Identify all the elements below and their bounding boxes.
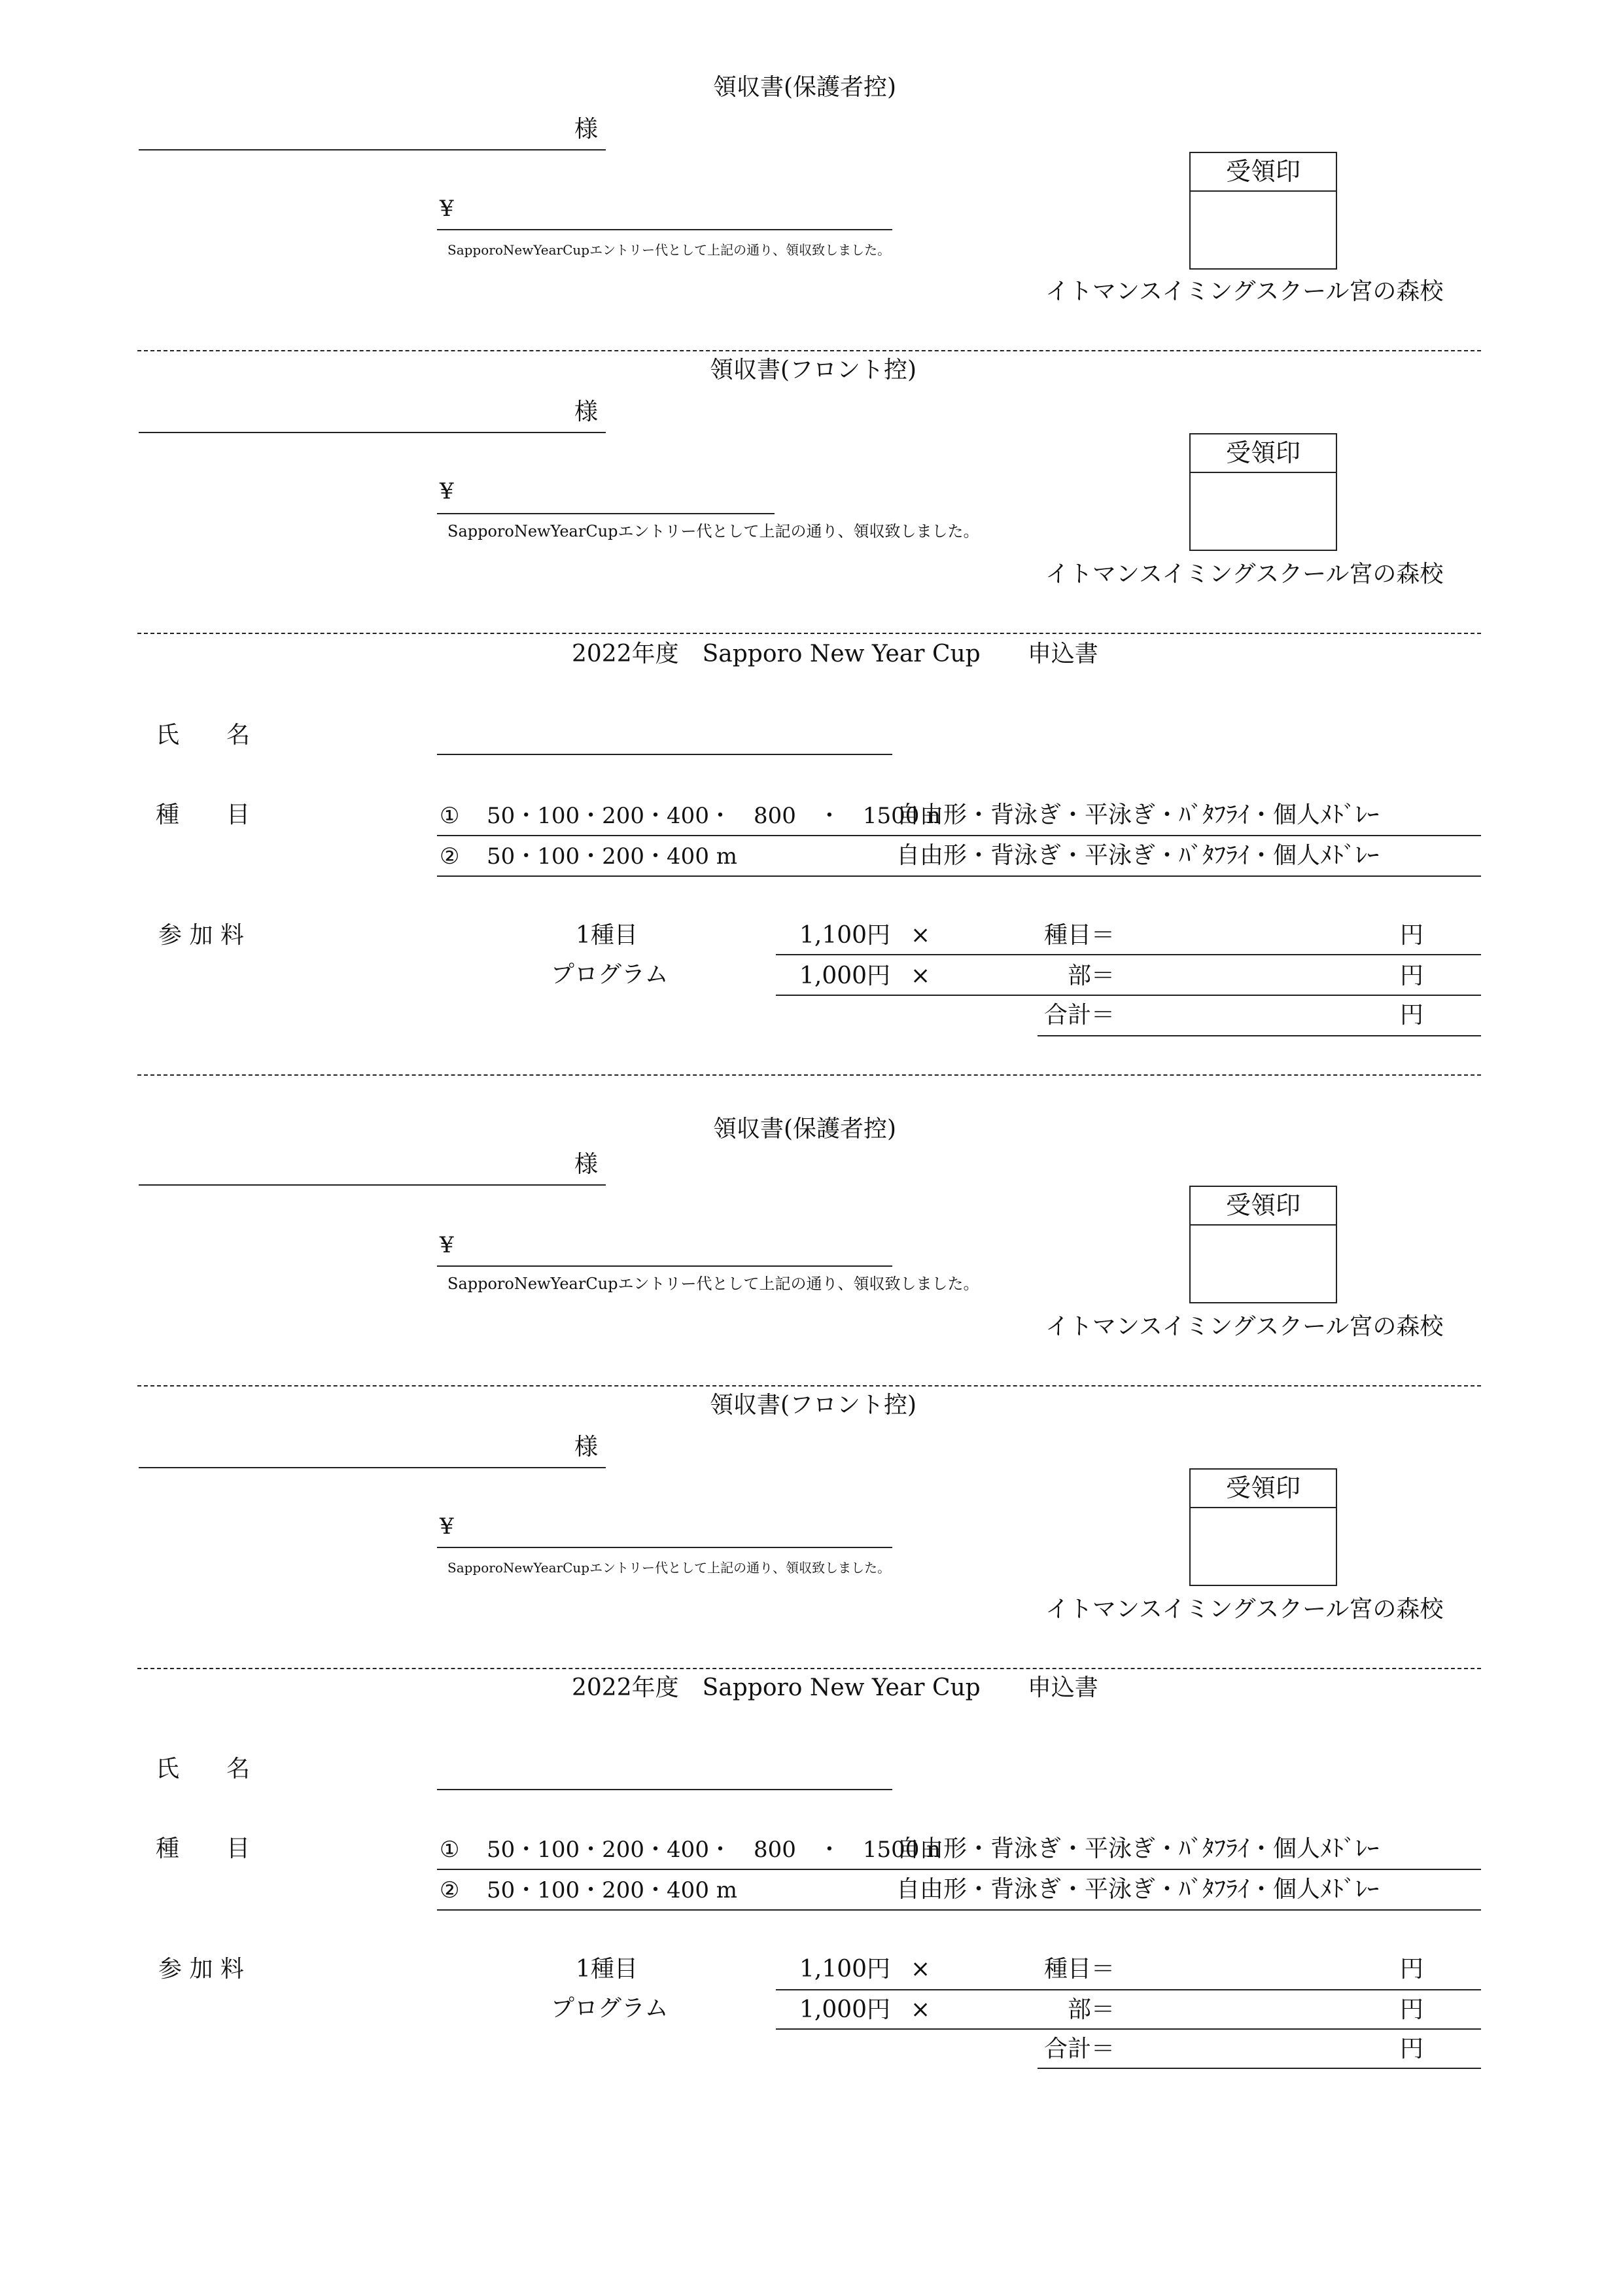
stamp-box xyxy=(1189,1468,1337,1586)
event-row-divider xyxy=(437,875,1481,877)
sama-label: 様 xyxy=(574,398,599,425)
fee-row-1-yen: 円 xyxy=(1400,1956,1424,1983)
sama-label: 様 xyxy=(574,1151,599,1178)
name-label: 氏 名 xyxy=(156,1756,251,1782)
fee-row-1-item: 1種目 xyxy=(576,1956,638,1983)
fee-row-1-unit-label: 種目＝ xyxy=(1044,1956,1115,1983)
application-title: 2022年度 Sapporo New Year Cup 申込書 xyxy=(572,1674,1098,1701)
school-name: イトマンスイミングスクール宮の森校 xyxy=(1045,1596,1444,1623)
yen-symbol: ¥ xyxy=(440,478,454,504)
total-line xyxy=(1038,2068,1481,2069)
fee-row-divider xyxy=(776,2028,1481,2030)
fee-row-1-yen: 円 xyxy=(1400,922,1424,949)
fee-row-divider xyxy=(776,1989,1481,1990)
event-row-2-num: ② xyxy=(440,1877,460,1903)
fee-row-1-item: 1種目 xyxy=(576,922,638,949)
application-title: 2022年度 Sapporo New Year Cup 申込書 xyxy=(572,641,1098,667)
total-yen: 円 xyxy=(1400,2036,1424,2062)
fee-row-2-price: 1,000円 xyxy=(799,1996,891,2023)
fee-row-divider xyxy=(776,954,1481,955)
sama-label: 様 xyxy=(574,1434,599,1460)
amount-line[interactable] xyxy=(437,1547,892,1548)
fee-row-2-times: × xyxy=(911,1996,931,2023)
event-row-2-distances[interactable]: 50・100・200・400 m xyxy=(487,1877,737,1903)
event-row-1-distances[interactable]: 50・100・200・400・ 800 ・ 1500 n xyxy=(487,1837,941,1863)
recipient-name-line[interactable] xyxy=(139,1467,606,1468)
fee-row-2-yen: 円 xyxy=(1400,1996,1424,2023)
fee-row-1-times: × xyxy=(911,922,931,949)
total-yen: 円 xyxy=(1400,1002,1424,1029)
receipt-note: SapporoNewYearCupエントリー代として上記の通り、領収致しました。 xyxy=(447,242,891,258)
cut-line xyxy=(137,1385,1481,1386)
receipt-title: 領収書(保護者控) xyxy=(713,1116,897,1142)
fee-row-2-price: 1,000円 xyxy=(799,963,891,989)
recipient-name-line[interactable] xyxy=(139,432,606,433)
event-row-2-strokes[interactable]: 自由形・背泳ぎ・平泳ぎ・ﾊﾞﾀﾌﾗｲ・個人ﾒﾄﾞﾚｰ xyxy=(896,1876,1380,1903)
recipient-name-line[interactable] xyxy=(139,149,606,150)
fee-row-2-item: プログラム xyxy=(551,961,669,988)
school-name: イトマンスイミングスクール宮の森校 xyxy=(1045,1313,1444,1340)
stamp-label: 受領印 xyxy=(1191,153,1336,192)
event-label: 種 目 xyxy=(156,1835,251,1862)
event-row-1-num: ① xyxy=(440,803,460,829)
receipt-note: SapporoNewYearCupエントリー代として上記の通り、領収致しました。 xyxy=(447,1275,979,1293)
event-row-divider xyxy=(437,835,1481,836)
event-row-2-strokes[interactable]: 自由形・背泳ぎ・平泳ぎ・ﾊﾞﾀﾌﾗｲ・個人ﾒﾄﾞﾚｰ xyxy=(896,842,1380,869)
fee-row-2-yen: 円 xyxy=(1400,963,1424,989)
stamp-label: 受領印 xyxy=(1191,1470,1336,1508)
amount-line[interactable] xyxy=(437,1265,892,1267)
event-row-divider xyxy=(437,1909,1481,1911)
event-row-1-distances[interactable]: 50・100・200・400・ 800 ・ 1500 n xyxy=(487,803,941,829)
name-input-line[interactable] xyxy=(437,1789,892,1790)
fee-row-1-unit-label: 種目＝ xyxy=(1044,922,1115,949)
receipt-title: 領収書(フロント控) xyxy=(710,357,917,383)
cut-line xyxy=(137,1074,1481,1076)
fee-row-2-unit-label: 部＝ xyxy=(1068,963,1115,989)
total-label: 合計＝ xyxy=(1044,2036,1115,2062)
yen-symbol: ¥ xyxy=(440,1232,454,1258)
amount-line[interactable] xyxy=(437,229,892,230)
receipt-title: 領収書(保護者控) xyxy=(713,74,897,101)
stamp-box xyxy=(1189,1186,1337,1303)
recipient-name-line[interactable] xyxy=(139,1184,606,1186)
fee-row-1-times: × xyxy=(911,1956,931,1983)
total-label: 合計＝ xyxy=(1044,1002,1115,1029)
receipt-title: 領収書(フロント控) xyxy=(710,1392,917,1419)
name-label: 氏 名 xyxy=(156,722,251,749)
stamp-label: 受領印 xyxy=(1191,1187,1336,1226)
event-label: 種 目 xyxy=(156,802,251,828)
fee-label: 参 加 料 xyxy=(158,1956,244,1983)
school-name: イトマンスイミングスクール宮の森校 xyxy=(1045,278,1444,305)
stamp-label: 受領印 xyxy=(1191,434,1336,473)
event-row-2-distances[interactable]: 50・100・200・400 m xyxy=(487,843,737,870)
fee-row-2-item: プログラム xyxy=(551,1995,669,2022)
fee-row-1-price: 1,100円 xyxy=(799,1956,891,1983)
total-line xyxy=(1038,1035,1481,1036)
fee-label: 参 加 料 xyxy=(158,922,244,949)
yen-symbol: ¥ xyxy=(440,196,454,222)
amount-line[interactable] xyxy=(437,513,775,514)
event-row-divider xyxy=(437,1869,1481,1870)
cut-line xyxy=(137,1668,1481,1669)
stamp-box xyxy=(1189,433,1337,551)
event-row-1-strokes[interactable]: 自由形・背泳ぎ・平泳ぎ・ﾊﾞﾀﾌﾗｲ・個人ﾒﾄﾞﾚｰ xyxy=(896,802,1380,828)
receipt-note: SapporoNewYearCupエントリー代として上記の通り、領収致しました。 xyxy=(447,522,979,540)
cut-line xyxy=(137,633,1481,634)
cut-line xyxy=(137,350,1481,351)
fee-row-1-price: 1,100円 xyxy=(799,922,891,949)
yen-symbol: ¥ xyxy=(440,1513,454,1540)
school-name: イトマンスイミングスクール宮の森校 xyxy=(1045,561,1444,588)
event-row-1-num: ① xyxy=(440,1837,460,1863)
stamp-box xyxy=(1189,152,1337,270)
receipt-note: SapporoNewYearCupエントリー代として上記の通り、領収致しました。 xyxy=(447,1560,891,1576)
sama-label: 様 xyxy=(574,116,599,143)
name-input-line[interactable] xyxy=(437,754,892,755)
fee-row-2-unit-label: 部＝ xyxy=(1068,1996,1115,2023)
fee-row-2-times: × xyxy=(911,963,931,989)
fee-row-divider xyxy=(776,995,1481,996)
event-row-2-num: ② xyxy=(440,843,460,870)
event-row-1-strokes[interactable]: 自由形・背泳ぎ・平泳ぎ・ﾊﾞﾀﾌﾗｲ・個人ﾒﾄﾞﾚｰ xyxy=(896,1835,1380,1862)
